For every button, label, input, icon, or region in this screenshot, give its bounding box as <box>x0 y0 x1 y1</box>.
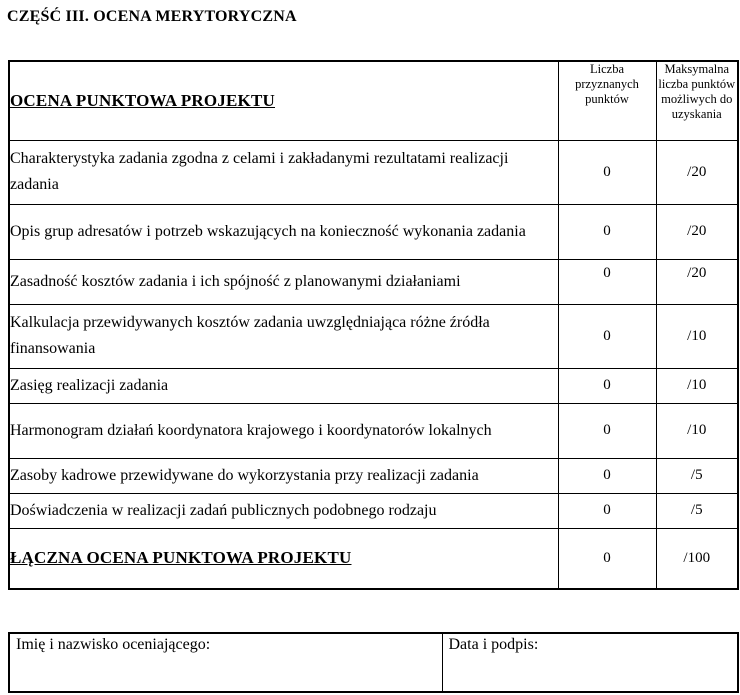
points-awarded-cell: 0 <box>558 493 656 528</box>
criteria-cell: Zasięg realizacji zadania <box>9 368 558 403</box>
max-points-cell: /10 <box>656 403 738 458</box>
max-points-cell: /10 <box>656 304 738 368</box>
column-header-criteria: OCENA PUNKTOWA PROJEKTU <box>9 61 558 140</box>
table-row <box>9 204 738 259</box>
evaluator-name-label: Imię i nazwisko oceniającego: <box>9 633 442 692</box>
table-row <box>9 368 738 403</box>
max-points-cell: /20 <box>656 204 738 259</box>
points-awarded-cell: 0 <box>558 259 656 304</box>
criteria-cell: Zasadność kosztów zadania i ich spójność z planowanymi działaniami <box>9 259 558 304</box>
column-header-points: Liczba przyznanych punktów <box>558 61 656 140</box>
score-table <box>8 60 739 590</box>
criteria-cell: Harmonogram działań koordynatora krajowego i koordynatorów lokalnych <box>9 403 558 458</box>
points-awarded-cell: 0 <box>558 140 656 204</box>
table-row <box>9 140 738 204</box>
criteria-cell: Charakterystyka zadania zgodna z celami i zakładanymi rezultatami realizacji zadania <box>9 140 558 204</box>
table-row <box>9 304 738 368</box>
table-row <box>9 528 738 589</box>
points-awarded-cell: 0 <box>558 458 656 493</box>
points-awarded-cell: 0 <box>558 204 656 259</box>
points-awarded-cell: 0 <box>558 528 656 589</box>
points-awarded-cell: 0 <box>558 368 656 403</box>
column-header-max-points: Maksymalna liczba punktów możliwych do uzyskania <box>656 61 738 140</box>
criteria-cell: Zasoby kadrowe przewidywane do wykorzystania przy realizacji zadania <box>9 458 558 493</box>
max-points-cell: /100 <box>656 528 738 589</box>
criteria-cell: Doświadczenia w realizacji zadań publicznych podobnego rodzaju <box>9 493 558 528</box>
table-row <box>9 458 738 493</box>
score-table-header-row <box>9 61 738 140</box>
max-points-cell: /20 <box>656 259 738 304</box>
table-row <box>9 259 738 304</box>
signature-row <box>9 633 738 692</box>
max-points-cell: /5 <box>656 458 738 493</box>
criteria-cell: ŁĄCZNA OCENA PUNKTOWA PROJEKTU <box>9 528 558 589</box>
table-row <box>9 403 738 458</box>
date-signature-label: Data i podpis: <box>442 633 738 692</box>
points-awarded-cell: 0 <box>558 403 656 458</box>
criteria-cell: Kalkulacja przewidywanych kosztów zadania uwzględniająca różne źródła finansowania <box>9 304 558 368</box>
max-points-cell: /5 <box>656 493 738 528</box>
score-table-body <box>9 140 738 589</box>
signature-table <box>8 632 739 693</box>
max-points-cell: /10 <box>656 368 738 403</box>
table-row <box>9 493 738 528</box>
max-points-cell: /20 <box>656 140 738 204</box>
points-awarded-cell: 0 <box>558 304 656 368</box>
criteria-cell: Opis grup adresatów i potrzeb wskazujących na konieczność wykonania zadania <box>9 204 558 259</box>
page-title: CZĘŚĆ III. OCENA MERYTORYCZNA <box>7 8 297 25</box>
